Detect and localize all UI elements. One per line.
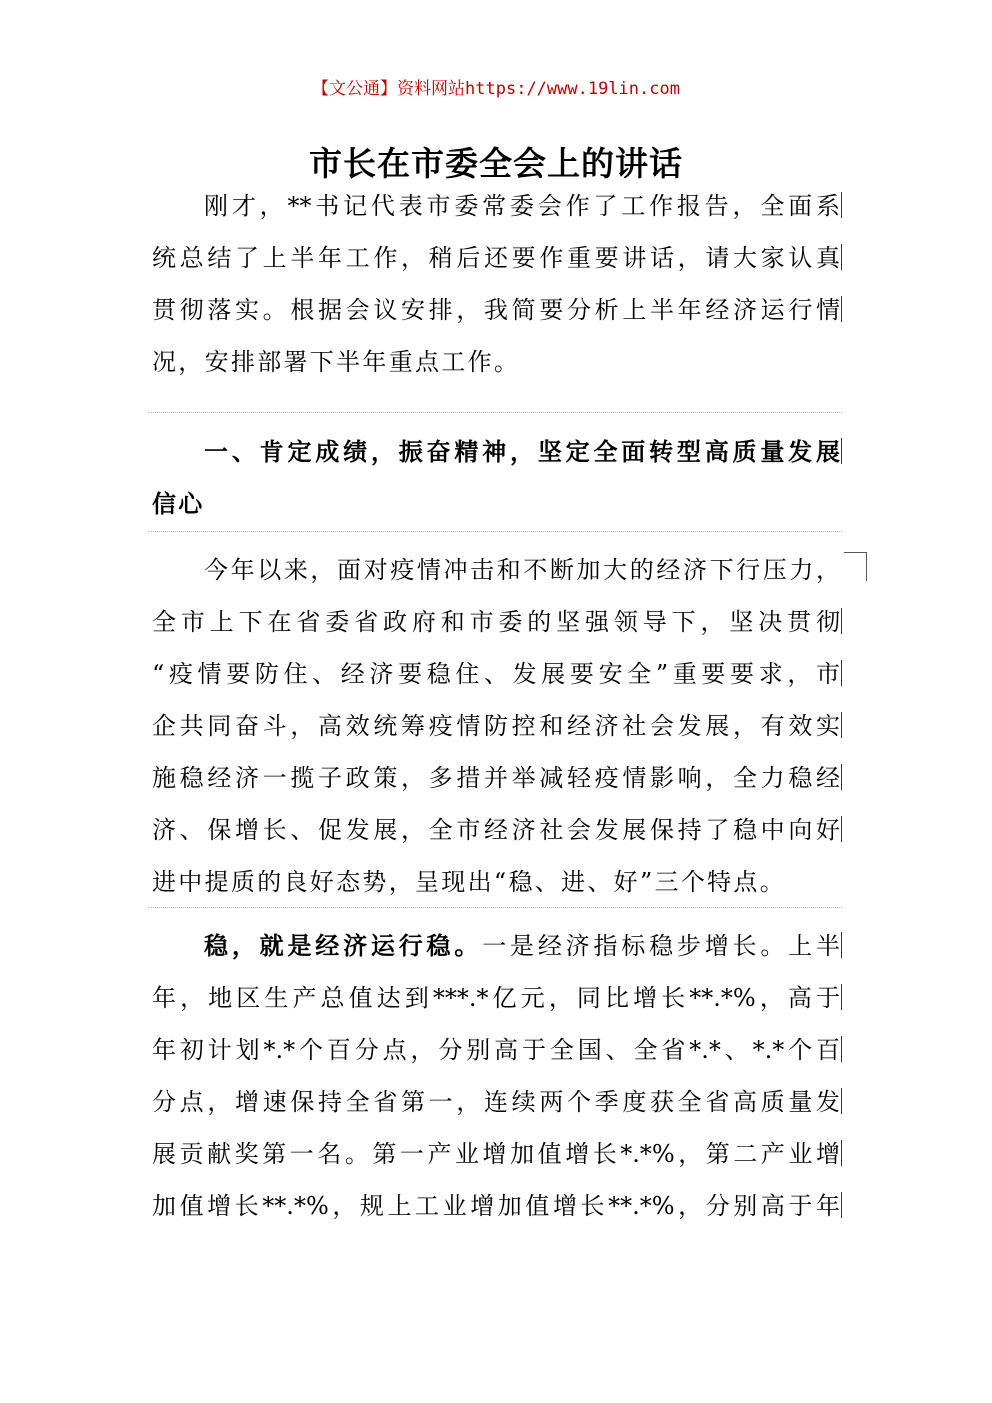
text-line: 今年以来，面对疫情冲击和不断加大的经济下行压力， [204,556,840,584]
margin-mark [841,438,842,464]
text-line: 济、保增长、促发展，全市经济社会发展保持了稳中向好 [152,816,840,844]
corner-mark [844,552,867,581]
text-line: 企共同奋斗，高效统筹疫情防控和经济社会发展，有效实 [152,712,840,740]
text-line: “疫情要防住、经济要稳住、发展要安全”重要要求，市 [152,660,840,688]
paragraph-separator [148,531,842,532]
text-line: 况，安排部署下半年重点工作。 [152,348,521,376]
margin-mark [841,1192,842,1218]
heading-line: 一、肯定成绩，振奋精神，坚定全面转型高质量发展 [204,438,840,466]
paragraph-stability [152,920,840,1232]
page-title: 市长在市委全会上的讲话 [309,144,683,183]
text-line: 展贡献奖第一名。第一产业增加值增长*.*%，第二产业增 [152,1140,840,1168]
margin-mark [841,932,842,958]
lead-phrase: 稳，就是经济运行稳。 [204,932,483,960]
section-heading-1 [152,426,840,530]
margin-mark [841,764,842,790]
margin-mark [841,984,842,1010]
margin-mark [841,1140,842,1166]
paragraph-overview [152,544,840,908]
margin-mark [841,660,842,686]
paragraph-separator [148,907,842,908]
text-line: 稳，就是经济运行稳。一是经济指标稳步增长。上半 [204,932,841,960]
margin-mark [841,192,842,218]
margin-mark [841,1088,842,1114]
margin-mark [841,244,842,270]
margin-mark [841,712,842,738]
heading-line: 信心 [152,490,205,518]
text-line: 年，地区生产总值达到***.*亿元，同比增长**.*%，高于 [152,984,840,1012]
text-line: 分点，增速保持全省第一，连续两个季度获全省高质量发 [152,1088,840,1116]
text-line: 全市上下在省委省政府和市委的坚强领导下，坚决贯彻 [152,608,840,636]
paragraph-intro [152,180,840,388]
site-header: 【文公通】资料网站https://www.19lin.com [312,79,680,99]
text-line: 刚才，**书记代表市委常委会作了工作报告，全面系 [204,192,840,220]
text-line: 进中提质的良好态势，呈现出“稳、进、好”三个特点。 [152,868,787,896]
text-line: 年初计划*.*个百分点，分别高于全国、全省*.*、*.*个百 [152,1036,840,1064]
text-line: 统总结了上半年工作，稍后还要作重要讲话，请大家认真 [152,244,840,272]
margin-mark [841,608,842,634]
paragraph-separator [148,412,842,413]
text-line: 施稳经济一揽子政策，多措并举减轻疫情影响，全力稳经 [152,764,840,792]
margin-mark [841,296,842,322]
text-line: 加值增长**.*%，规上工业增加值增长**.*%，分别高于年 [152,1192,840,1220]
margin-mark [841,1036,842,1062]
text-line: 贯彻落实。根据会议安排，我简要分析上半年经济运行情 [152,296,840,324]
margin-mark [841,816,842,842]
